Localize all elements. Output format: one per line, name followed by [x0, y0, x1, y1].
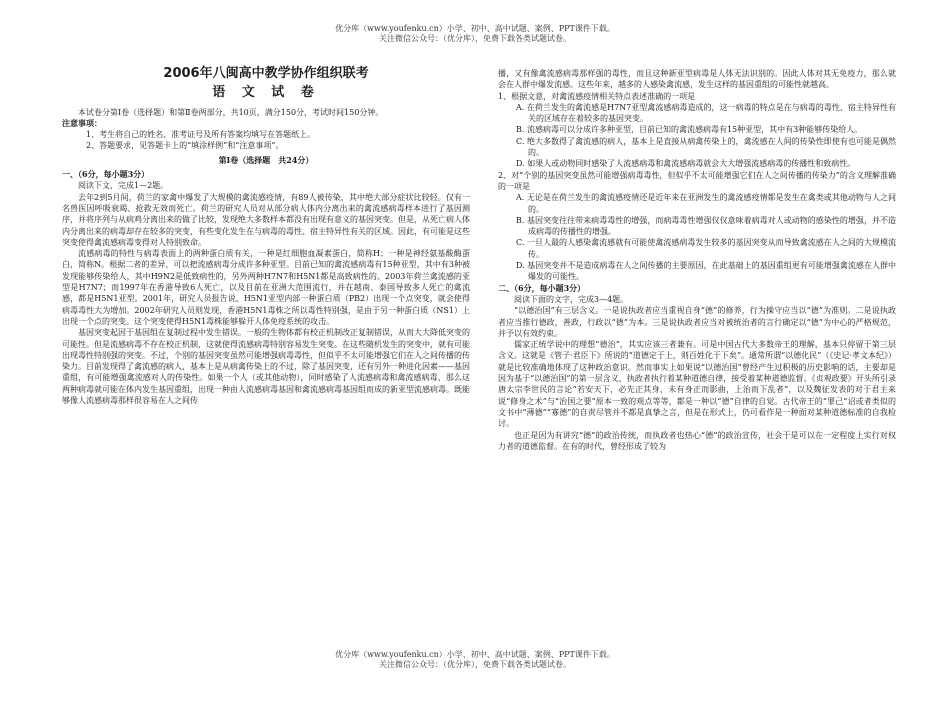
header-banner: [0, 24, 950, 44]
passage-continuation: 播，又有像禽流感病毒那样强的毒性，而且这种新亚型病毒是人体无法识别的。因此人体对其无免疫力，那么就会在人群中爆发流感。这些年来，越多的人感染禽流感，发生这样的基因重组的可能性就越高。: [498, 69, 896, 90]
notes-heading: 注意事项：: [62, 117, 102, 128]
question-1-option-c: C. 绝大多数得了禽流感的病人，基本上是直接从病禽传染上的，禽流感在人间的传染性即使有也可能是偶然的。: [516, 136, 896, 158]
exam-intro: 本试卷分第Ⅰ卷（选择题）和第Ⅱ卷两部分，共10页，满分150分，考试时间150分钟。: [78, 107, 384, 117]
reading-instruction-2: 阅读下面的文字，完成3—4题。: [514, 294, 629, 304]
exam-title: 2006年八闽高中教学协作组织联考: [163, 66, 369, 81]
question-1-option-b: B. 流感病毒可以分成许多种亚型，目前已知的禽流感病毒有15种亚型，其中有3种能够传染给人。: [516, 125, 863, 135]
passage-paragraph-4: “以德治国”有三层含义。一是说执政者应当重视自身“德”的修养，行为操守应当以“德”为准则。二是说执政者应当推行德政，善政，行政以“德”为本。三是说执政者应当对被统治者的言行确定以“德”为中心的严格规范，并予以有效约束。: [498, 306, 896, 338]
question-2-option-b: B. 基因突变往往带来病毒毒性的增强，而病毒毒性增强仅仅意味着病毒对人或动物的感染性的增强，并不造成病毒的传播性的增强。: [516, 215, 896, 237]
footer-line-1: 优分库（www.youfenku.cn）小学、初中、高中试题、案例、PPT课件下载。: [335, 650, 615, 659]
right-column: [498, 68, 896, 452]
footer-line-2: 关注微信公众号：（优分库），免费下载各类试题试卷。: [379, 660, 571, 669]
passage-paragraph-2: 流感病毒的特性与病毒表面上的两种蛋白质有关，一种是红细胞血凝素蛋白，简称H；一种是神经氨基酸酶蛋白，简称N。根据二者的差异，可以把流感病毒分成许多种亚型。目前已知的禽流感病毒有15种亚型，其中有3种被发现能够传染给人，其中H9N2是低致病性的，另外两种H7N7和H5N1都是高致病性的。2003年荷兰禽流感的亚型是H7N7；而1997年在香港导致6人死亡，以及目前在亚洲大范围流行，并在越南、泰国导致多人死亡的禽流感，都是H5N1亚型。2001年，研究人员报告说，H5N1亚型内部一种蛋白质（PB2）出现一个点突变，就会使得病毒毒性大为增加。2002年研究人员则发现，香港H5N1毒株之所以毒性特别强，是由于另一种蛋白质（NS1）上出现一个点的突变。这个突变使得H5N1毒株能够躲开人体免疫系统的攻击。: [62, 249, 470, 326]
question-2: 2、对“个别的基因突变虽然可能增强病毒毒性，但似乎不太可能增强它们在人之间传播的传染力”的含义理解准确的一项是: [498, 170, 896, 191]
section-2-heading: 二、（6分，每小题3分）: [498, 282, 586, 293]
banner-line-2: 关注微信公众号：（优分库），免费下载各类试题试卷。: [379, 34, 571, 43]
question-2-option-a: A. 无论是在荷兰发生的禽流感疫情还是近年来在亚洲发生的禽流感疫情都是发生在禽类或其他动物与人之间的。: [516, 193, 896, 214]
note-2: 2、答题要求，见答题卡上的“填涂样例”和“注意事项”。: [86, 141, 284, 151]
passage-paragraph-6: 也正是因为有讲究“德”的政治传统，而执政者也热心“德”的政治宣传，社会于是可以在一定程度上实行对权力者的道德监督。在有的时代，曾经形成了较为: [498, 430, 896, 451]
passage-paragraph-1: 去年2到5月间，荷兰的家禽中爆发了大规模的禽流感疫情，有89人被传染，其中绝大部分症状比较轻。仅有一名兽医因呼吸衰竭、抢救无效而死亡。荷兰的研究人员对从部分病人体内分离出来的禽流感病毒样本进行了基因测序，并将序列与从病鸡分离出来的做了比较，发现绝大多数样本都没有出现有意义的基因突变。但是，从死亡病人体内分离出来的病毒却存在较多的突变，有些变化发生在与病毒的毒性、宿主特异性有关的区域。因此，有可能是这些突变使得禽流感病毒变得对人特别致命。: [62, 192, 470, 247]
exam-subtitle: 语 文 试 卷: [212, 85, 320, 101]
part-1-heading: 第Ⅰ卷（选择题 共24分）: [218, 154, 314, 165]
footer-banner: [0, 650, 950, 670]
banner-line-1: 优分库（www.youfenku.cn）小学、初中、高中试题、案例、PPT课件下载。: [335, 24, 615, 33]
question-2-option-c: C. 一旦人最的人感染禽流感就有可能使禽流感病毒发生较多的基因突变从而导致禽流感在人之间的大规模流传。: [516, 238, 896, 259]
passage-paragraph-3: 基因突变起因于基因组在复制过程中发生错误。一般的生物体都有校正机制改正复制错误，从而大大降低突变的可能性。但是流感病毒不存在校正机制，这就使得流感病毒特别容易发生突变。在这些随机发生的突变中，就有可能出现毒性特别强的突变。不过，个别的基因突变虽然可能增强病毒毒性，但似乎不太可能增强它们在人之间传播的传染力。目前发现得了禽流感的病人，基本上是从病禽传染上的不过，除了基因突变，还有另外一种进化因素——基因重组，有可能增强禽流感对人的传染性。如果一个人（或其他动物），同时感染了人流感病毒和禽流感病毒，那么这两种病毒就可能在体内发生基因重组，出现一种由人流感病毒基因和禽流感病毒基因组而成的新亚型流感病毒。既能够像人流感病毒那样很容易在人之间传: [62, 328, 470, 406]
reading-instruction-1: 阅读下文，完成1—2题。: [78, 181, 169, 191]
section-1-heading: 一、（6分，每小题3分）: [62, 169, 150, 180]
question-1: 1、根据文意，对禽流感疫情相关特点表述准确的一项是: [498, 91, 696, 101]
question-2-option-d: D. 基因突变并不是造成病毒在人之间传播的主要原因，在此基础上的基因重组更有可能增强禽流感在人群中爆发的可能性。: [516, 261, 896, 282]
question-1-option-a: A. 在荷兰发生的禽流感是H7N7亚型禽流感病毒造成的，这一病毒的特点是在与病毒的毒性、宿主特异性有关的区域存在着较多的基因突变。: [516, 102, 896, 124]
question-1-option-d: D. 如果人或动物同时感染了人流感病毒和禽流感病毒就会大大增强流感病毒的传播性和致病性。: [516, 159, 856, 169]
passage-paragraph-5: 儒家正统学说中的理想“德治”，其实应该三者兼有。可是中国古代大多数帝王的理解，基本只停留于第三层含义。这就是《管子·君臣下》所说的“道德定于上，则百姓化于下矣”。通常所谓“以德化民”（《史记·孝文本纪》）就是比较准确地体现了这种政治意识。然而事实上如果说“以德治国”曾经产生过积极的历史影响的话，主要却是因为基于“以德治国”的第一层含义，执政者执行着某种道德自律，接受着某种道德监督。《贞观政要》开头所引录唐太宗李世民的言论“若安天下，必先正其身，未有身正而影曲，上治而下乱者”，以及魏征发表的对于君主来说“修身之术”与“治国之要”原本一致的观点等等，都是一种以“德”自律的自觉。古代帝王的“罪己”诏或者类似的文书中“薄德”“寡德”的自责尽管并不都是真挚之言，但是在形式上，仍可看作是一种面对某种道德标准的自我检讨。: [498, 340, 896, 429]
note-1: 1、考生将自己的姓名、准考证号及所有答案均填写在答题纸上。: [86, 130, 316, 140]
left-column: [62, 56, 470, 406]
